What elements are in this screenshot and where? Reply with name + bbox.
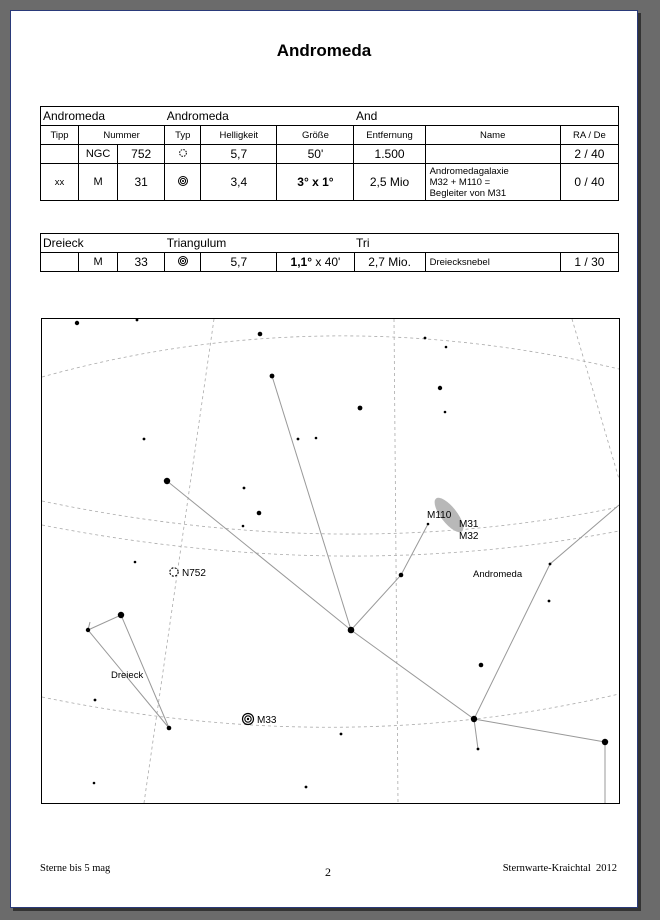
- cell-magnitude: 3,4: [201, 164, 277, 201]
- table-row: [41, 253, 619, 272]
- star: [134, 561, 137, 564]
- table-header-row: [41, 234, 619, 253]
- grid-line-ra: [144, 319, 214, 803]
- label-dreieck: Dreieck: [111, 670, 144, 681]
- constellation-latin: Triangulum: [165, 234, 354, 253]
- star: [348, 627, 355, 634]
- name-line: M32 + M110 =: [429, 176, 491, 188]
- constellation-abbr: Tri: [354, 234, 618, 253]
- star: [445, 346, 448, 349]
- footer-credit: Sternwarte-Kraichtal 2012: [502, 863, 617, 874]
- star: [427, 523, 430, 526]
- cell-name: [425, 164, 560, 201]
- galaxy-icon: [243, 714, 254, 725]
- stars: [75, 319, 608, 788]
- name-line: Begleiter von M31: [429, 187, 507, 199]
- star: [297, 438, 300, 441]
- triangulum-object-table: [40, 233, 619, 272]
- label-m33: M33: [257, 715, 277, 726]
- star: [444, 411, 447, 414]
- open-cluster-icon: [177, 147, 189, 159]
- cell-tipp: xx: [41, 164, 79, 201]
- constellation-lines: [88, 376, 619, 803]
- col-nummer: Nummer: [79, 126, 165, 145]
- constellation-abbr: And: [354, 107, 619, 126]
- star: [602, 739, 608, 745]
- grid-line-dec: [42, 694, 619, 727]
- star: [75, 321, 79, 325]
- star: [424, 337, 427, 340]
- table-header-row: [41, 107, 619, 126]
- cell-type: [165, 253, 201, 272]
- galaxy-icon: [177, 175, 189, 187]
- star: [315, 437, 318, 440]
- grid-line-dec: [42, 501, 619, 534]
- cell-number: 33: [118, 253, 165, 272]
- label-m32: M32: [459, 531, 479, 542]
- cell-distance: 1.500: [354, 145, 425, 164]
- footer-note: Sterne bis 5 mag: [40, 863, 111, 874]
- cell-rade: 0 / 40: [560, 164, 618, 201]
- star: [358, 406, 363, 411]
- star: [270, 374, 275, 379]
- constellation-name: Andromeda: [41, 107, 165, 126]
- label-n752: N752: [182, 568, 206, 579]
- cell-tipp: [41, 145, 79, 164]
- constellation-line: [474, 505, 619, 719]
- star: [548, 600, 551, 603]
- size-minor: x 40': [312, 255, 341, 269]
- col-typ: Typ: [165, 126, 201, 145]
- table-row: [41, 145, 619, 164]
- grid-line-dec: [42, 336, 619, 377]
- star: [143, 438, 146, 441]
- star: [86, 628, 90, 632]
- col-groesse: Größe: [277, 126, 354, 145]
- cell-catalog: NGC: [79, 145, 118, 164]
- star: [471, 716, 477, 722]
- cell-number: 752: [118, 145, 165, 164]
- table-row: [41, 164, 619, 201]
- cell-type: [165, 164, 201, 201]
- star: [243, 487, 246, 490]
- star-map: [41, 318, 620, 804]
- constellation-line: [272, 376, 351, 630]
- label-m110: M110: [427, 510, 452, 521]
- star: [479, 663, 484, 668]
- galaxy-icon: [177, 255, 189, 267]
- coordinate-grid: [42, 319, 619, 803]
- grid-line-ra: [572, 319, 619, 479]
- cell-catalog: M: [79, 253, 118, 272]
- star: [164, 478, 170, 484]
- col-entfernung: Entfernung: [354, 126, 425, 145]
- constellation-name: Dreieck: [41, 234, 165, 253]
- column-header-row: [41, 126, 619, 145]
- cell-size: [277, 253, 354, 272]
- cell-magnitude: 5,7: [201, 253, 277, 272]
- constellation-latin: Andromeda: [165, 107, 354, 126]
- star: [340, 733, 343, 736]
- col-helligkeit: Helligkeit: [201, 126, 277, 145]
- star: [118, 612, 124, 618]
- label-andromeda: Andromeda: [473, 569, 523, 580]
- constellation-line: [167, 481, 605, 742]
- size-major: 1,1°: [290, 255, 313, 269]
- andromeda-object-table: [40, 106, 619, 201]
- document-page: [10, 10, 638, 908]
- star: [93, 782, 96, 785]
- cell-distance: 2,7 Mio.: [354, 253, 425, 272]
- star: [257, 511, 262, 516]
- star: [242, 525, 245, 528]
- star: [438, 386, 442, 390]
- cell-tipp: [41, 253, 79, 272]
- cell-rade: 2 / 40: [560, 145, 618, 164]
- cell-size: 3° x 1°: [277, 164, 354, 201]
- col-tipp: Tipp: [41, 126, 79, 145]
- page-number: 2: [325, 865, 331, 879]
- label-m31: M31: [459, 519, 479, 530]
- col-rade: RA / De: [560, 126, 618, 145]
- constellation-line: [351, 524, 428, 630]
- star: [94, 699, 97, 702]
- cell-rade: 1 / 30: [560, 253, 618, 272]
- star: [258, 332, 263, 337]
- star: [136, 319, 139, 321]
- col-name: Name: [425, 126, 560, 145]
- cell-magnitude: 5,7: [201, 145, 277, 164]
- star: [477, 748, 480, 751]
- star: [399, 573, 404, 578]
- cell-type: [165, 145, 201, 164]
- star: [549, 563, 552, 566]
- cell-size: 50': [277, 145, 354, 164]
- cell-catalog: M: [79, 164, 118, 201]
- constellation-line: [474, 719, 478, 749]
- cell-number: 31: [118, 164, 165, 201]
- cell-distance: 2,5 Mio: [354, 164, 425, 201]
- star: [167, 726, 172, 731]
- star-map-canvas: [42, 319, 619, 803]
- cell-name: Dreiecksnebel: [425, 253, 560, 272]
- cell-name: [425, 145, 560, 164]
- name-line: Andromedagalaxie: [429, 165, 509, 177]
- page-title: Andromeda: [276, 41, 372, 60]
- star: [305, 786, 308, 789]
- grid-line-dec: [42, 525, 619, 556]
- grid-line-ra: [394, 319, 398, 803]
